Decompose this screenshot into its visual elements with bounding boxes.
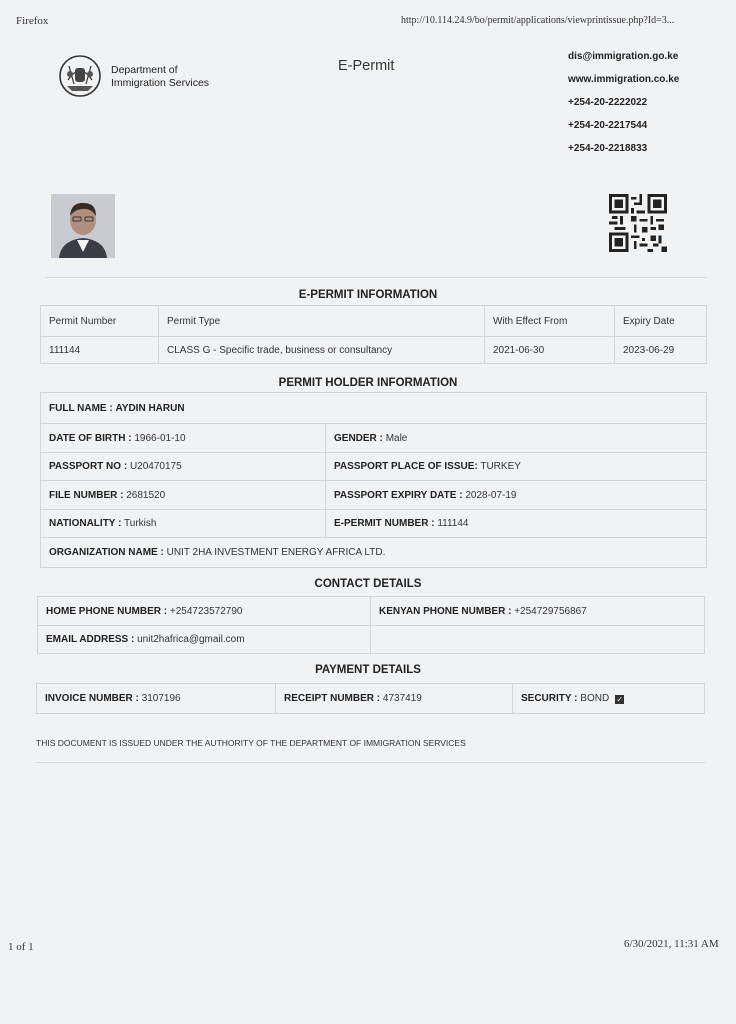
gender-value: Male — [385, 432, 408, 444]
email-label: EMAIL ADDRESS : — [46, 634, 135, 645]
permit-number-value: 111144 — [41, 337, 159, 364]
passport-expiry-value: 2028-07-19 — [465, 489, 517, 501]
department-line-1: Department of — [111, 64, 178, 76]
nationality-label: NATIONALITY : — [49, 518, 122, 529]
table-row — [41, 424, 707, 453]
file-number-cell — [41, 481, 326, 510]
kenyan-phone-cell — [371, 597, 705, 626]
dob-cell — [41, 424, 326, 453]
kenyan-phone-value: +254729756867 — [514, 605, 587, 617]
contact-website: www.immigration.co.ke — [568, 74, 680, 85]
contact-phone-1: +254-20-2222022 — [568, 97, 648, 108]
file-number-value: 2681520 — [126, 489, 166, 501]
table-row — [41, 510, 707, 538]
home-phone-label: HOME PHONE NUMBER : — [46, 605, 168, 617]
security-label: SECURITY : — [521, 693, 578, 704]
col-expiry-date: Expiry Date — [615, 306, 707, 337]
full-name-cell — [41, 393, 707, 424]
checkbox-checked-icon: ✓ — [616, 695, 624, 704]
contact-phone-2: +254-20-2217544 — [568, 120, 648, 131]
col-permit-type: Permit Type — [159, 306, 485, 337]
print-datetime: 6/30/2021, 11:31 AM — [624, 938, 719, 950]
col-effective-from: With Effect From — [485, 306, 615, 337]
receipt-label: RECEIPT NUMBER : — [284, 693, 381, 704]
security-value: BOND — [580, 693, 610, 704]
contact-block — [568, 50, 679, 165]
permit-type-value: CLASS G - Specific trade, business or consultancy — [159, 337, 485, 364]
home-phone-cell — [38, 597, 371, 626]
holder-info-table — [40, 392, 707, 568]
kenyan-phone-label: KENYAN PHONE NUMBER : — [379, 605, 512, 617]
empty-cell — [371, 626, 705, 654]
header-divider — [45, 277, 707, 278]
full-name-value: AYDIN HARUN — [115, 402, 185, 414]
passport-no-label: PASSPORT NO : — [49, 461, 128, 472]
organization-label: ORGANIZATION NAME : — [49, 547, 164, 558]
epermit-number-value: 111144 — [437, 518, 469, 529]
passport-no-cell — [41, 453, 326, 481]
dob-label: DATE OF BIRTH : — [49, 432, 132, 444]
table-row — [38, 597, 705, 626]
epermit-number-cell — [326, 510, 707, 538]
footer-divider — [36, 762, 705, 763]
contact-details-table — [37, 596, 705, 654]
payment-details-title: PAYMENT DETAILS — [315, 664, 421, 676]
organization-value: UNIT 2HA INVESTMENT ENERGY AFRICA LTD. — [166, 547, 386, 558]
contact-email: dis@immigration.go.ke — [568, 51, 679, 62]
invoice-value: 3107196 — [141, 693, 181, 704]
passport-place-cell — [326, 453, 707, 481]
passport-no-value: U20470175 — [129, 461, 182, 472]
dob-value: 1966-01-10 — [134, 432, 186, 444]
table-header-row — [41, 306, 707, 337]
department-line-2: Immigration Services — [111, 77, 210, 89]
epermit-info-title: E-PERMIT INFORMATION — [298, 289, 438, 301]
passport-expiry-cell — [326, 481, 707, 510]
authority-note: THIS DOCUMENT IS ISSUED UNDER THE AUTHORITY OF THE DEPARTMENT OF IMMIGRATION SERVICES — [36, 738, 466, 748]
col-permit-number: Permit Number — [41, 306, 159, 337]
page-count: 1 of 1 — [8, 941, 34, 953]
home-phone-value: +254723572790 — [169, 605, 243, 617]
table-row — [41, 453, 707, 481]
epermit-info-table — [40, 305, 707, 364]
security-cell — [513, 684, 705, 714]
payment-details-table — [36, 683, 705, 714]
nationality-cell — [41, 510, 326, 538]
receipt-value: 4737419 — [382, 693, 422, 704]
person-portrait-icon — [51, 194, 115, 258]
email-value: unit2hafrica@gmail.com — [137, 634, 245, 645]
gender-cell — [326, 424, 707, 453]
expiry-date-value: 2023-06-29 — [615, 337, 707, 364]
table-row — [41, 538, 707, 568]
passport-place-label: PASSPORT PLACE OF ISSUE: — [334, 461, 478, 472]
table-row — [37, 684, 705, 714]
holder-info-title: PERMIT HOLDER INFORMATION — [278, 377, 458, 389]
nationality-value: Turkish — [124, 518, 157, 529]
effective-from-value: 2021-06-30 — [485, 337, 615, 364]
passport-expiry-label: PASSPORT EXPIRY DATE : — [334, 489, 463, 501]
email-cell — [38, 626, 371, 654]
organization-cell — [41, 538, 707, 568]
holder-photo — [51, 194, 115, 258]
table-row — [41, 393, 707, 424]
invoice-label: INVOICE NUMBER : — [45, 693, 139, 704]
page-url: http://10.114.24.9/bo/permit/applications/viewprintissue.php?Id=3... — [401, 15, 675, 26]
table-row — [38, 626, 705, 654]
table-row — [41, 337, 707, 364]
coat-of-arms-logo-icon — [58, 54, 102, 98]
passport-place-value: TURKEY — [480, 461, 521, 472]
epermit-number-label: E-PERMIT NUMBER : — [334, 518, 435, 529]
browser-app-name: Firefox — [16, 15, 49, 27]
qr-code-icon — [609, 194, 667, 252]
file-number-label: FILE NUMBER : — [49, 489, 124, 501]
gender-label: GENDER : — [334, 432, 383, 444]
contact-phone-3: +254-20-2218833 — [568, 143, 648, 154]
invoice-cell — [37, 684, 276, 714]
department-name — [111, 64, 209, 90]
document-title: E-Permit — [338, 58, 395, 74]
receipt-cell — [276, 684, 513, 714]
full-name-label: FULL NAME : — [49, 402, 113, 414]
contact-details-title: CONTACT DETAILS — [314, 578, 422, 590]
table-row — [41, 481, 707, 510]
